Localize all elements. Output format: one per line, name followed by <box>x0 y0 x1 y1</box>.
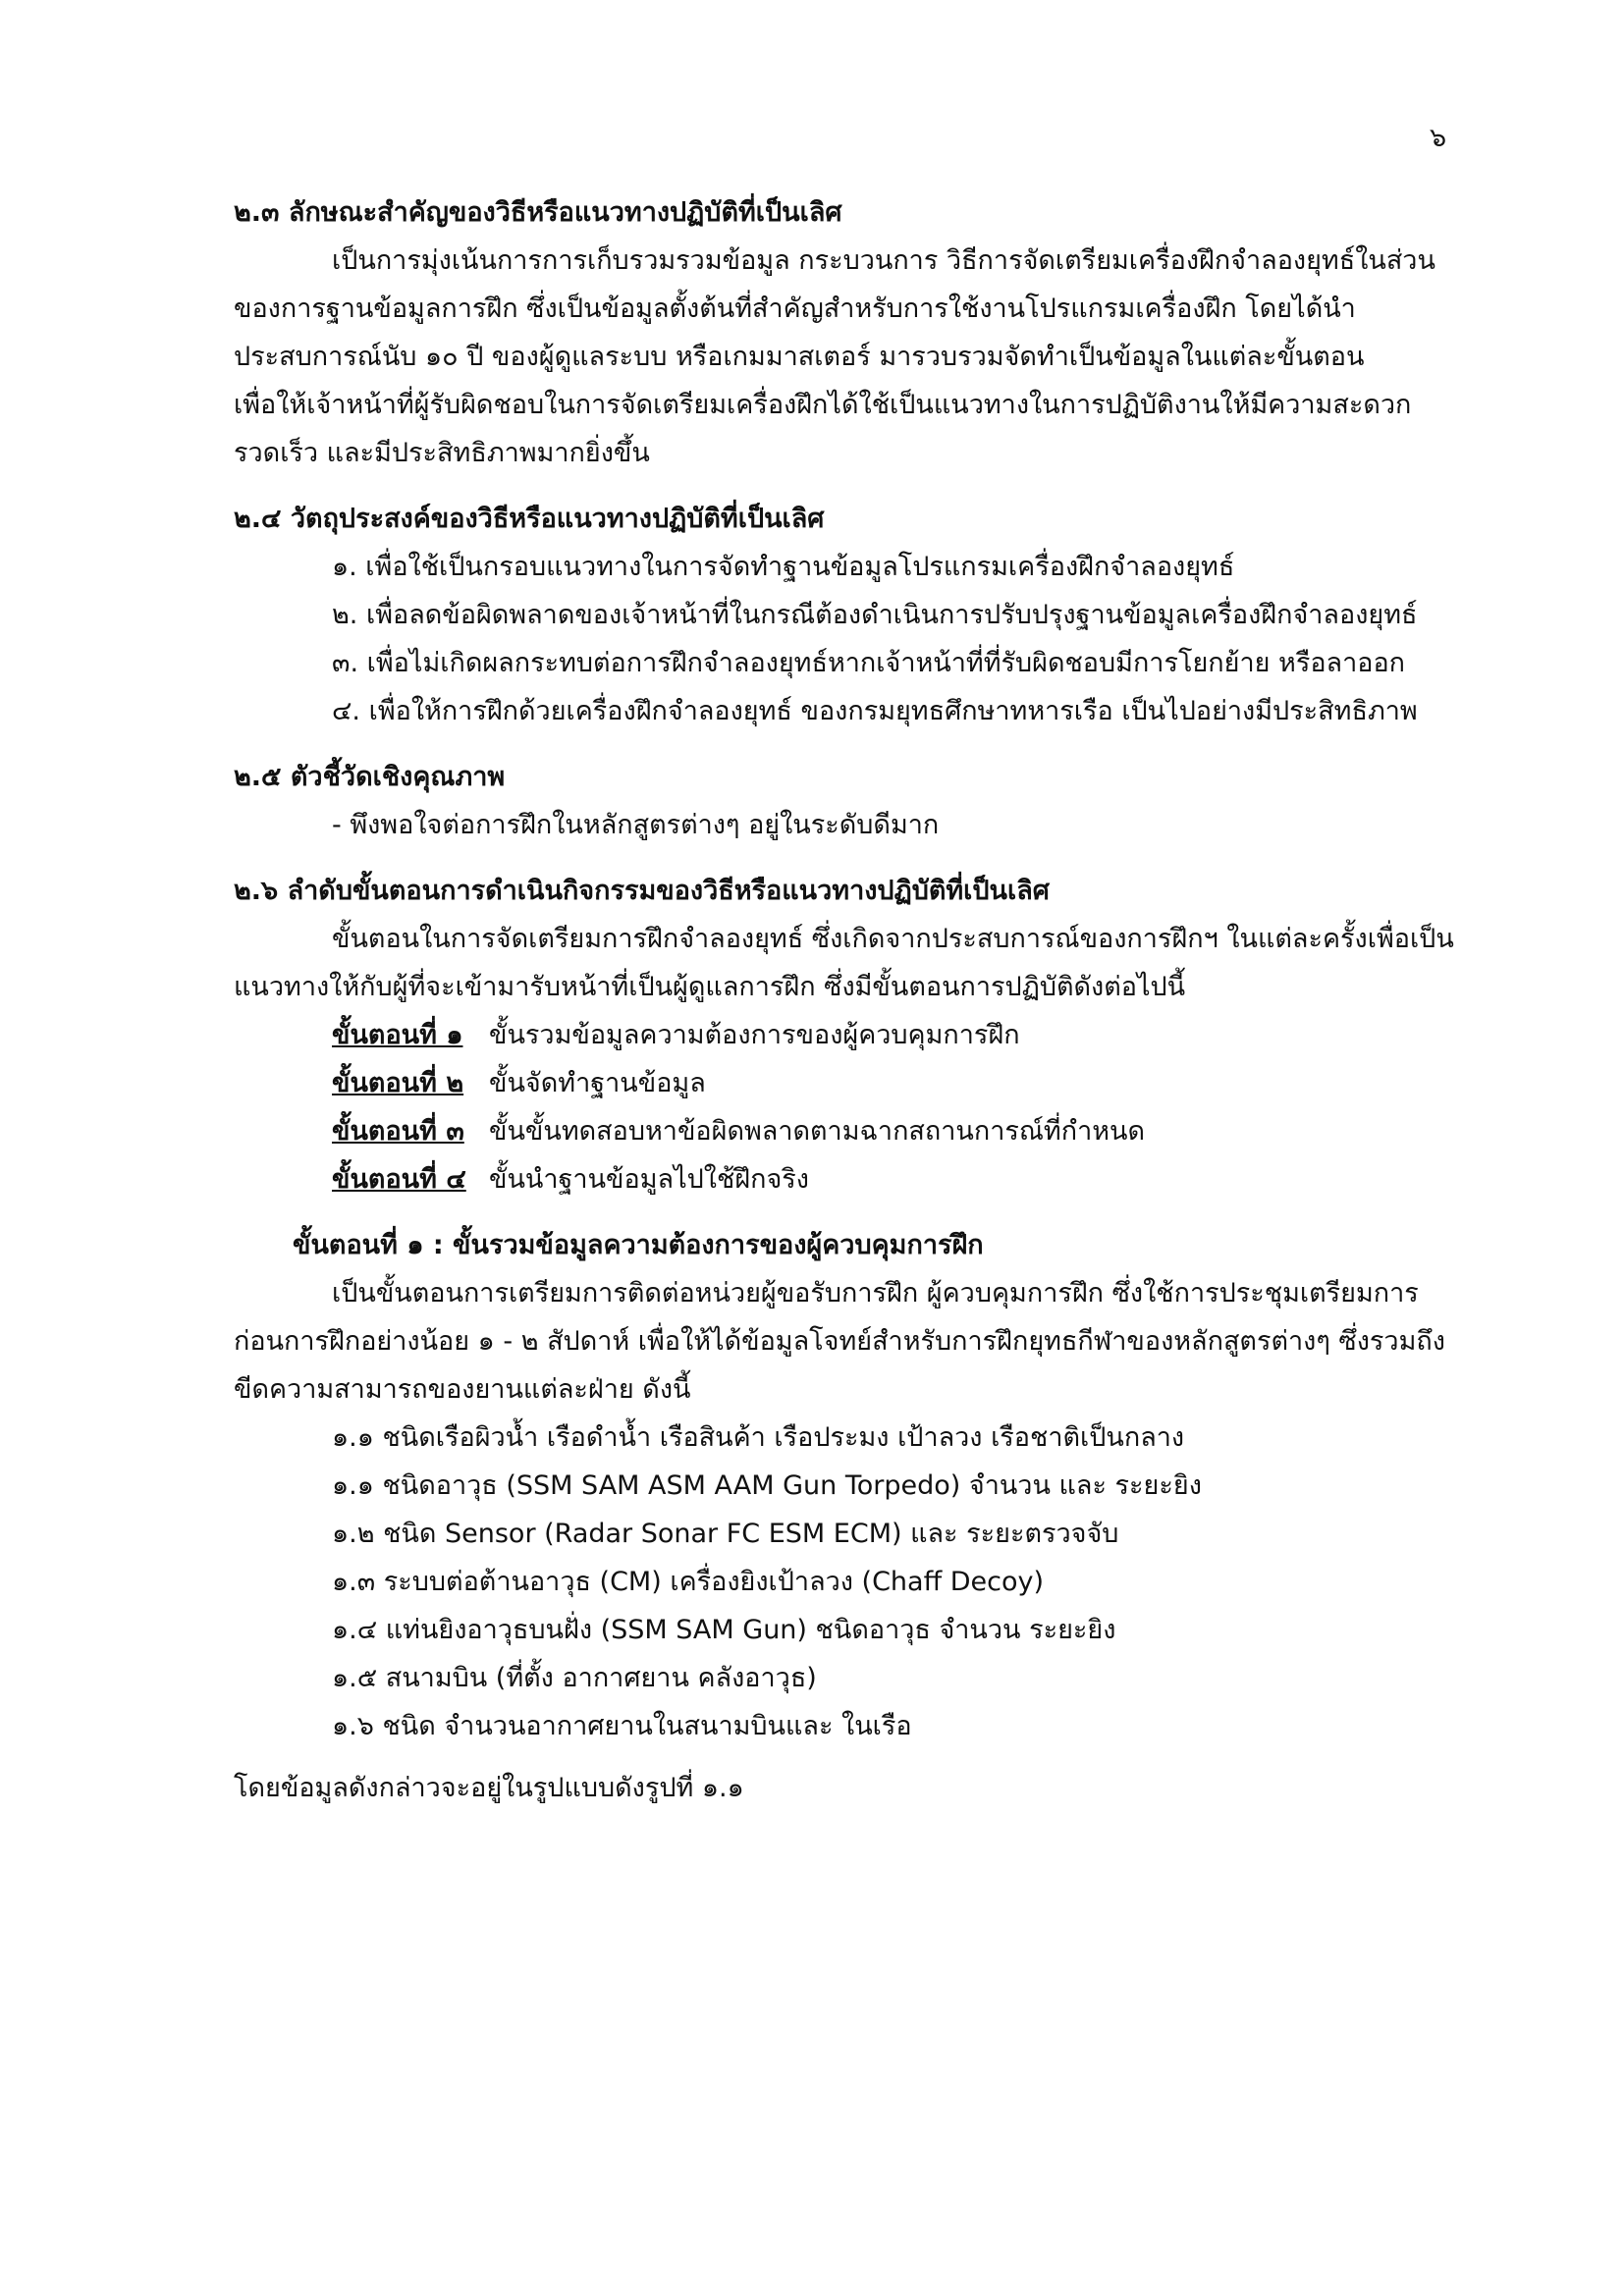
step-row <box>234 1059 1469 1107</box>
paragraph-line: ของการฐานข้อมูลการฝึก ซึ่งเป็นข้อมูลตั้งต้นที่สำคัญสำหรับการใช้งานโปรแกรมเครื่องฝึก โดยได้นำ <box>234 294 1356 324</box>
paragraph-line: แนวทางให้กับผู้ที่จะเข้ามารับหน้าที่เป็นผู้ดูแลการฝึก ซึ่งมีขั้นตอนการปฏิบัติดังต่อไปนี้ <box>234 972 1186 1002</box>
paragraph-line: ขั้นตอนในการจัดเตรียมการฝึกจำลองยุทธ์ ซึ่งเกิดจากประสบการณ์ของการฝึกฯ ในแต่ละครั้งเพื่อเป็น <box>332 924 1454 954</box>
step-text: ขั้นรวมข้อมูลความต้องการของผู้ควบคุมการฝึก <box>489 1020 1020 1050</box>
step-row <box>234 1155 1469 1203</box>
paragraph-line: รวดเร็ว และมีประสิทธิภาพมากยิ่งขึ้น <box>234 438 650 468</box>
objective-item: ๓. เพื่อไม่เกิดผลกระทบต่อการฝึกจำลองยุทธ์หากเจ้าหน้าที่ที่รับผิดชอบมีการโยกย้าย หรือลาออก <box>332 648 1406 678</box>
step-label: ขั้นตอนที่ ๑ <box>332 1020 463 1050</box>
section-heading-2-4: ๒.๔ วัตถุประสงค์ของวิธีหรือแนวทางปฏิบัติที่เป็นเลิศ <box>234 504 825 534</box>
paragraph-line: ก่อนการฝึกอย่างน้อย ๑ - ๒ สัปดาห์ เพื่อให้ได้ข้อมูลโจทย์สำหรับการฝึกยุทธกีฬาของหลักสูตรต่างๆ ซึ่งรวมถึง <box>234 1326 1445 1357</box>
requirement-item: ๑.๔ แท่นยิงอาวุธบนฝั่ง (SSM SAM Gun) ชนิดอาวุธ จำนวน ระยะยิง <box>332 1615 1116 1645</box>
requirement-item: ๑.๒ ชนิด Sensor (Radar Sonar FC ESM ECM) และ ระยะตรวจจับ <box>332 1519 1119 1549</box>
step-label: ขั้นตอนที่ ๔ <box>332 1164 466 1195</box>
closing-line: โดยข้อมูลดังกล่าวจะอยู่ในรูปแบบดังรูปที่ ๑.๑ <box>234 1773 744 1803</box>
paragraph-line: เพื่อให้เจ้าหน้าที่ผู้รับผิดชอบในการจัดเตรียมเครื่องฝึกได้ใช้เป็นแนวทางในการปฏิบัติงานให้มีความสะดวก <box>234 390 1412 420</box>
objective-item: ๒. เพื่อลดข้อผิดพลาดของเจ้าหน้าที่ในกรณีต้องดำเนินการปรับปรุงฐานข้อมูลเครื่องฝึกจำลองยุทธ์ <box>332 600 1418 630</box>
document-body <box>234 188 1469 1812</box>
step-text: ขั้นจัดทำฐานข้อมูล <box>489 1068 706 1098</box>
requirement-item: ๑.๕ สนามบิน (ที่ตั้ง อากาศยาน คลังอาวุธ) <box>332 1663 817 1693</box>
requirement-item: ๑.๓ ระบบต่อต้านอาวุธ (CM) เครื่องยิงเป้าลวง (Chaff Decoy) <box>332 1567 1045 1597</box>
step-text: ขั้นนำฐานข้อมูลไปใช้ฝึกจริง <box>489 1164 809 1195</box>
paragraph-line: เป็นขั้นตอนการเตรียมการติดต่อหน่วยผู้ขอรับการฝึก ผู้ควบคุมการฝึก ซึ่งใช้การประชุมเตรียมการ <box>332 1278 1419 1308</box>
step-label: ขั้นตอนที่ ๓ <box>332 1116 464 1147</box>
step-row <box>234 1107 1469 1155</box>
objective-item: ๔. เพื่อให้การฝึกด้วยเครื่องฝึกจำลองยุทธ์ ของกรมยุทธศึกษาทหารเรือ เป็นไปอย่างมีประสิทธิภาพ <box>332 696 1418 726</box>
requirement-item: ๑.๑ ชนิดอาวุธ (SSM SAM ASM AAM Gun Torpedo) จำนวน และ ระยะยิง <box>332 1470 1202 1501</box>
step-1-heading: ขั้นตอนที่ ๑ : ขั้นรวมข้อมูลความต้องการของผู้ควบคุมการฝึก <box>293 1230 984 1260</box>
requirement-item: ๑.๖ ชนิด จำนวนอากาศยานในสนามบินและ ในเรือ <box>332 1711 912 1741</box>
paragraph-line: ขีดความสามารถของยานแต่ละฝ่าย ดังนี้ <box>234 1374 691 1405</box>
indicator-item: - พึงพอใจต่อการฝึกในหลักสูตรต่างๆ อยู่ในระดับดีมาก <box>332 810 940 840</box>
section-heading-2-6: ๒.๖ ลำดับขั้นตอนการดำเนินกิจกรรมของวิธีหรือแนวทางปฏิบัติที่เป็นเลิศ <box>234 876 1050 906</box>
objective-item: ๑. เพื่อใช้เป็นกรอบแนวทางในการจัดทำฐานข้อมูลโปรแกรมเครื่องฝึกจำลองยุทธ์ <box>332 552 1235 582</box>
section-heading-2-5: ๒.๕ ตัวชี้วัดเชิงคุณภาพ <box>234 762 506 792</box>
page-number: ๖ <box>1430 123 1447 153</box>
paragraph-line: ประสบการณ์นับ ๑๐ ปี ของผู้ดูแลระบบ หรือเกมมาสเตอร์ มารวบรวมจัดทำเป็นข้อมูลในแต่ละขั้นตอน <box>234 342 1365 372</box>
section-heading-2-3: ๒.๓ ลักษณะสำคัญของวิธีหรือแนวทางปฏิบัติที่เป็นเลิศ <box>234 197 842 228</box>
step-row <box>234 1011 1469 1059</box>
requirement-item: ๑.๑ ชนิดเรือผิวน้ำ เรือดำน้ำ เรือสินค้า เรือประมง เป้าลวง เรือชาติเป็นกลาง <box>332 1422 1185 1453</box>
step-label: ขั้นตอนที่ ๒ <box>332 1068 464 1098</box>
paragraph-line: เป็นการมุ่งเน้นการการเก็บรวมรวมข้อมูล กระบวนการ วิธีการจัดเตรียมเครื่องฝึกจำลองยุทธ์ในส่วน <box>332 245 1435 276</box>
step-text: ขั้นขั้นทดสอบหาข้อผิดพลาดตามฉากสถานการณ์ที่กำหนด <box>489 1116 1146 1147</box>
